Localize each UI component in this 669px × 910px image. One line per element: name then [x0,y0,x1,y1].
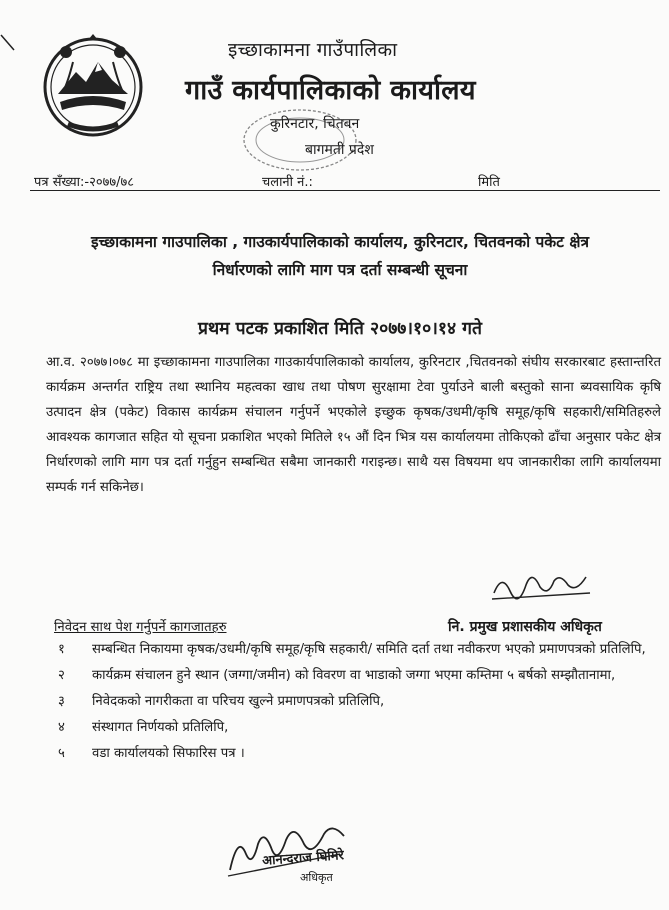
office-name: गाउँ कार्यपालिकाको कार्यालय [185,75,476,106]
notice-body: आ.व. २०७७।०७८ मा इच्छाकामना गाउपालिका गाउकार्यपालिकाको कार्यालय, कुरिनटार ,चितवनको संघीय सरकारबाट हस्तान्तरित कार्यक्रम अन्तर्गत राष्ट्रिय तथा स्थानिय महत्वका खाध तथा पोषण सुरक्षामा टेवा पुर्याउने बाली बस्तुको साना ब्यवसायिक कृषि उत्पादन क्षेत्र (पकेट) विकास कार्यक्रम संचालन गर्नुपर्ने भएकोले इच्छुक कृषक/उधमी/कृषि समूह/कृषि सहकारी/समितिहरुले आवश्यक कागजात सहित यो सूचना प्रकाशित भएको मितिले १५ औं दिन भित्र यस कार्यालयमा तोकिएको ढाँचा अनुसार पकेट क्षेत्र निर्धारणको लागि माग पत्र दर्ता गर्नुहुन सम्बन्धित सबैमा जानकारी गराइन्छ। साथै यस विषयमा थप जानकारीका लागि कार्यालयमा सम्पर्क गर्न सकिनेछ। [46,355,661,495]
publish-date: प्रथम पटक प्रकाशित मिति २०७७।१०।१४ गते [197,319,482,339]
documents-heading: निवेदन साथ पेश गर्नुपर्ने कागजातहरु [54,620,227,635]
office-address: कुरिनटार, चितवन [270,116,360,132]
nepal-emblem-icon [38,32,148,142]
date-label: मिति [478,175,500,190]
list-item: ५ वडा कार्यालयको सिफारिस पत्र । [58,746,245,761]
corner-mark [0,34,16,52]
documents-list [44,638,664,768]
dispatch-number: चलानी नं.: [262,175,313,190]
signature-mark [488,563,598,609]
letter-number: पत्र सँख्या:-२०७७/७८ [34,175,135,190]
list-item: १ सम्बन्धित निकायमा कृषक/उधमी/कृषि समूह/कृषि सहकारी/ समिति दर्ता तथा नवीकरण भएको प्रमाणपत्रको प्रतिलिपि, [58,642,646,657]
notice-title-line2: निर्धारणको लागि माग पत्र दर्ता सम्बन्धी सूचना [212,261,468,279]
list-item: २ कार्यक्रम संचालन हुने स्थान (जग्गा/जमीन) को विवरण वा भाडाको जग्गा भएमा कम्तिमा ५ बर्षको सम्झौतानामा, [58,668,616,683]
list-item: ३ निवेदकको नागरीकता वा परिचय खुल्ने प्रमाणपत्रको प्रतिलिपि, [58,694,385,709]
signer-name: आनन्दराज घिमिरे [261,848,345,869]
office-province: बागमती प्रदेश [305,142,374,158]
signer-role: अधिकृत [300,871,333,884]
designation: नि. प्रमुख प्रशासकीय अधिकृत [448,619,602,635]
list-item: ४ संस्थागत निर्णयको प्रतिलिपि, [58,720,229,735]
notice-title-line1: इच्छाकामना गाउपालिका , गाउकार्यपालिकाको कार्यालय, कुरिनटार, चितवनको पकेट क्षेत्र [90,233,590,251]
org-name: इच्छाकामना गाउँपालिका [228,39,398,61]
